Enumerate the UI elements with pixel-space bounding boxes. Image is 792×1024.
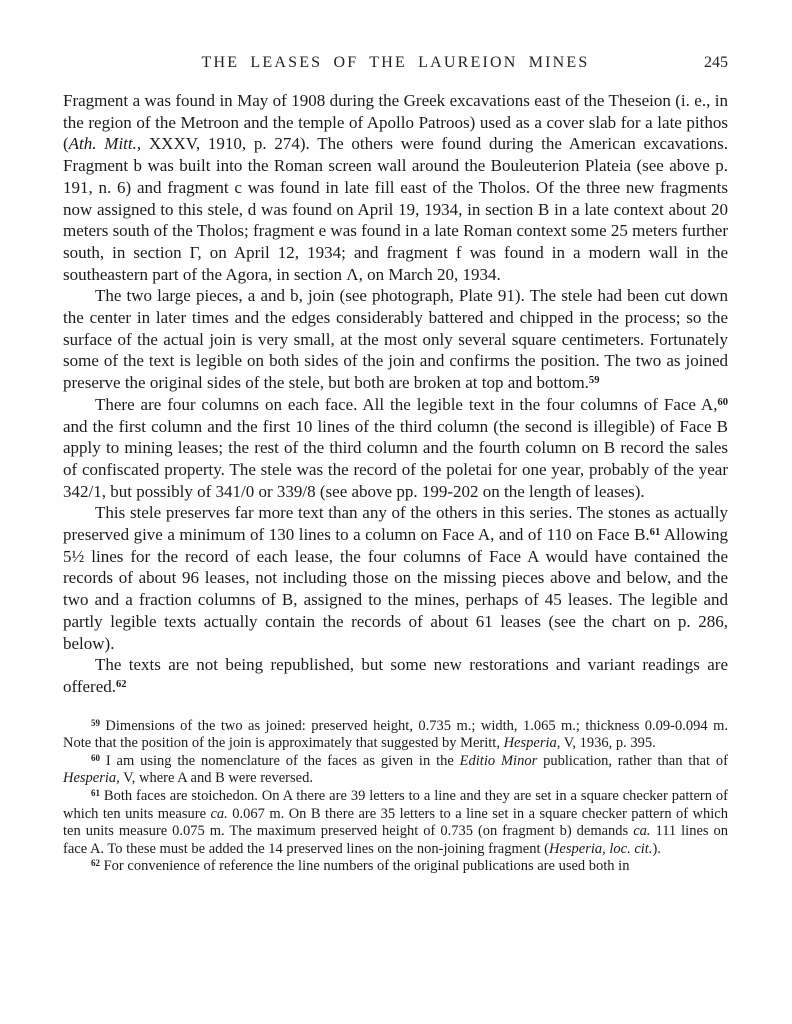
footnote-marker: 60 — [91, 752, 100, 763]
running-header-title: THE LEASES OF THE LAUREION MINES — [201, 54, 590, 71]
text-run: Dimensions of the two as joined: preserved height, 0.735 m.; width, 1.065 m.; thickness 0.09-0.094 m. Note that the position of the join is approximately that suggested by Meritt, — [63, 717, 728, 752]
footnote-marker: 59 — [588, 375, 600, 387]
italic-text: Hesperia — [503, 735, 557, 752]
running-header — [63, 54, 728, 71]
italic-text: Hesperia, loc. cit. — [548, 840, 653, 857]
italic-text: Editio Minor — [459, 752, 538, 769]
page-number: 245 — [704, 54, 728, 71]
italic-text: Hesperia — [63, 770, 117, 787]
footnote-marker: 59 — [91, 717, 100, 728]
text-run: There are four columns on each face. All the legible text in the four columns of Face A, — [95, 394, 718, 414]
footnote — [63, 788, 728, 858]
footnote — [63, 753, 728, 788]
text-run: This stele preserves far more text than any of the others in this series. The stones as actually preserved give a minimum of 130 lines to a column on Face A, and of 110 on Face B. — [63, 503, 728, 545]
italic-text: Ath. Mitt. — [68, 134, 137, 154]
footnote-marker: 61 — [91, 788, 100, 799]
footnote — [63, 718, 728, 753]
italic-text: ca. — [210, 805, 228, 822]
text-run: For convenience of reference the line numbers of the original publications are used both in — [99, 858, 630, 875]
text-run: Allowing 5½ lines for the record of each lease, the four columns of Face A would have contained the records of about 96 leases, not including those on the missing pieces above and below, and the two and a fraction columns of B, assigned to the mines, perhaps of 45 leases. The legible and partly legible texts actually contain the records of about 61 leases (see the chart on p. 286, below). — [63, 525, 728, 653]
paragraph — [63, 285, 728, 394]
footnote-marker: 61 — [649, 527, 661, 539]
italic-text: ca. — [633, 823, 651, 840]
text-run: The two large pieces, a and b, join (see photograph, Plate 91). The stele had been cut down the center in later times and the edges considerably battered and chipped in the process; so the surface of the actual join is very small, at the most only several square centimeters. Fortunately some of the text is legible on both sides of the join and confirms the position. The two as joined preserve the original sides of the stele, but both are broken at top and bottom. — [63, 286, 728, 393]
text-run: , XXXV, 1910, p. 274). The others were found during the American excavations. Fragment b was built into the Roman screen wall around the Bouleuterion Plateia (see above p. 191, n. 6) and fragment c was found in late fill east of the Tholos. Of the three new fragments now assigned to this stele, d was found on April 19, 1934, in section B in a late context about 20 meters south of the Tholos; fragment e was found in a late Roman context some 25 meters further south, in section Γ, on April 12, 1934; and fragment f was found in a modern wall in the southeastern part of the Agora, in section Λ, on March 20, 1934. — [63, 134, 728, 284]
text-run: The texts are not being republished, but some new restorations and variant readings are offered. — [63, 655, 728, 696]
body-text — [63, 90, 728, 698]
paragraph — [63, 394, 728, 503]
text-run: , V, 1936, p. 395. — [556, 735, 656, 752]
footnote — [63, 858, 728, 876]
text-run: 0.067 m. On B there are 35 letters to a line set in a square checker pattern of which ten units measure 0.075 m. The maximum preserved height of 0.735 (on fragment b) demands — [63, 805, 728, 840]
paragraph — [63, 90, 728, 285]
paragraph — [63, 654, 728, 697]
footnote-marker: 62 — [116, 679, 127, 691]
footnote-marker: 62 — [91, 858, 100, 869]
footnote-marker: 60 — [717, 397, 728, 409]
footnotes-section — [63, 718, 728, 876]
paragraph — [63, 502, 728, 654]
text-run: publication, rather than that of — [537, 752, 728, 769]
text-run: 111 lines on face A. To these must be added the 14 preserved lines on the non-joining fragment ( — [63, 823, 729, 857]
text-run: Both faces are stoichedon. On A there are 39 letters to a line and they are set in a square checker pattern of which ten units measure — [63, 788, 728, 822]
text-run: Fragment a was found in May of 1908 during the Greek excavations east of the Theseion (i. e., in the region of the Metroon and the temple of Apollo Patroos) used as a cover slab for a late pithos ( — [63, 91, 728, 154]
text-run: , V, where A and B were reversed. — [116, 770, 313, 787]
text-run: and the first column and the first 10 lines of the third column (the second is illegible) of Face B apply to mining leases; the rest of the third column and the fourth column on B record the sales of confiscated property. The stele was the record of the poletai for one year, probably of the year 342/1, but possibly of 341/0 or 339/8 (see above pp. 199-202 on the length of leases). — [63, 416, 728, 501]
text-run: I am using the nomenclature of the faces as given in the — [99, 752, 460, 769]
text-run: ). — [652, 840, 661, 857]
